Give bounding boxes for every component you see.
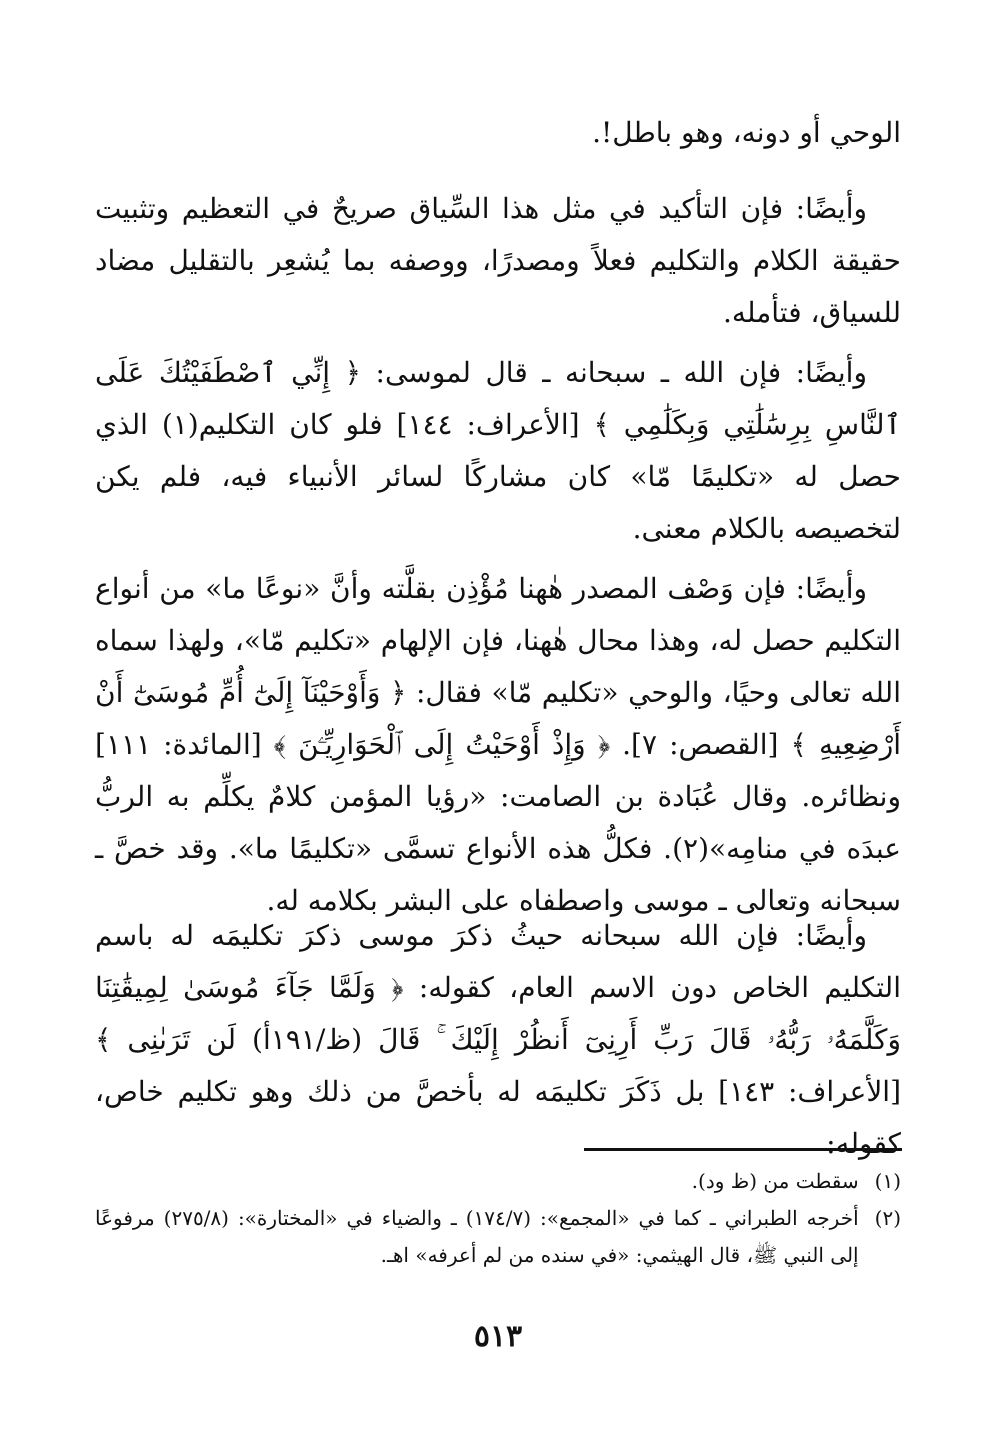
footnote-2 [95,1200,901,1274]
footnote-number: (١) [874,1169,901,1193]
footnotes [95,1163,901,1274]
footnote-number: (٢) [874,1206,901,1230]
paragraph-2: وأيضًا: فإن التأكيد في مثل هذا السِّياق صريحٌ في التعظيم وتثبيت حقيقة الكلام والتكليم فعلاً ومصدرًا، ووصفه بما يُشعِر بالتقليل مضاد للسياق، فتأمله. [95,192,901,329]
paragraph-3: وأيضًا: فإن الله ـ سبحانه ـ قال لموسى: ﴿ إِنِّي ٱصْطَفَيْتُكَ عَلَى ٱلنَّاسِ بِرِسَٰلَٰتِي وَبِكَلَٰمِي ﴾ [الأعراف: ١٤٤] فلو كان التكليم(١) الذي حصل له «تكليمًا مّا» كان مشاركًا لسائر الأنبياء فيه، فلم يكن لتخصيصه بالكلام معنى. [95,356,901,545]
footnote-separator [584,1148,902,1151]
page-number: ٥١٣ [473,1319,523,1354]
footnote-text: سقطت من (ظ ود). [691,1169,859,1193]
paragraph-5: وأيضًا: فإن الله سبحانه حيثُ ذكرَ موسى ذكرَ تكليمَه له باسم التكليم الخاص دون الاسم العام، كقوله: ﴿ وَلَمَّا جَآءَ مُوسَىٰ لِمِيقَٰتِنَا وَكَلَّمَهُۥ رَبُّهُۥ قَالَ رَبِّ أَرِنِىٓ أَنظُرْ إِلَيْكَ ۚ قَالَ (ظ/١٩١أ) لَن تَرَىٰنِى ﴾ [الأعراف: ١٤٣] بل ذَكَرَ تكليمَه له بأخصَّ من ذلك وهو تكليم خاص، كقوله: [95,919,902,1160]
footnote-text: أخرجه الطبراني ـ كما في «المجمع»: (١٧٤/٧) ـ والضياء في «المختارة»: (٢٧٥/٨) مرفوعًا إلى النبي ﷺ، قال الهيثمي: «في سنده من لم أعرفه» اهـ. [95,1206,859,1267]
paragraph-1: الوحي أو دونه، وهو باطل!. [592,116,901,149]
paragraph-4: وأيضًا: فإن وَصْف المصدر هٰهنا مُؤْذِن بقلَّته وأنَّ «نوعًا ما» من أنواع التكليم حصل له، وهذا محال هٰهنا، فإن الإلهام «تكليم مّا»، ولهذا سماه الله تعالى وحيًا، والوحي «تكليم مّا» فقال: ﴿ وَأَوْحَيْنَآ إِلَىٰٓ أُمِّ مُوسَىٰٓ أَنْ أَرْضِعِيهِ ﴾ [القصص: ٧]. ﴿ وَإِذْ أَوْحَيْتُ إِلَى ٱلْحَوَارِيِّـۧنَ ﴾ [المائدة: ١١١] ونظائره. وقال عُبَادة بن الصامت: «رؤيا المؤمن كلامٌ يكلِّم به الربُّ عبدَه في منامِه»(٢). فكلُّ هذه الأنواع تسمَّى «تكليمًا ما». وقد خصَّ ـ سبحانه وتعالى ـ موسى واصطفاه على البشر بكلامه له. [95,572,902,917]
footnote-1 [95,1163,901,1200]
